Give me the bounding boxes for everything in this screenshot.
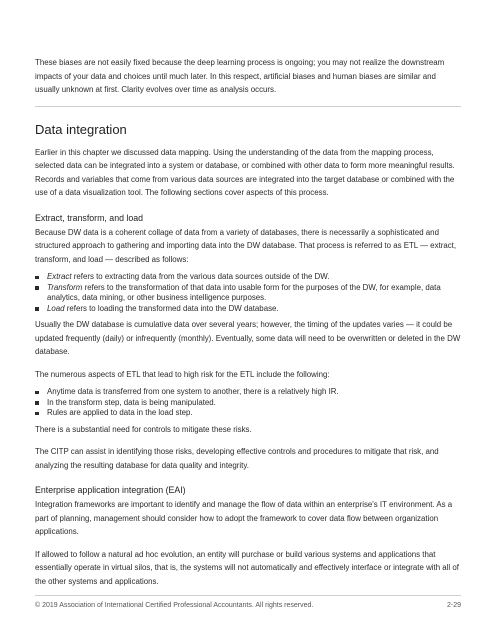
etl-paragraph-5: The CITP can assist in identifying those risks, developing effective controls and procedures to mitigate that risk, and analyzing the resulting database for data quality and integrity.	[35, 447, 439, 470]
etl-paragraph-4: There is a substantial need for controls to mitigate these risks.	[35, 424, 252, 434]
page-footer	[35, 602, 461, 609]
list-item	[35, 272, 461, 283]
step-term: Transform	[47, 282, 83, 292]
eai-heading: Enterprise application integration (EAI)	[35, 485, 186, 495]
list-item	[35, 283, 461, 304]
risk-text: In the transform step, data is being manipulated.	[47, 397, 216, 407]
step-term: Load	[47, 303, 65, 313]
etl-heading: Extract, transform, and load	[35, 212, 144, 223]
step-text: refers to extracting data from the various data sources outside of the DW.	[71, 272, 330, 281]
step-term: Extract	[47, 272, 72, 281]
eai-paragraph-2: If allowed to follow a natural ad hoc evolution, an entity will purchase or build various systems and applications that essentially operate in virtual silos, that is, the systems will not automatically and effectively interface or integrate with all of the other systems and applications.	[35, 549, 459, 586]
intro-paragraph: These biases are not easily fixed because the deep learning process is ongoing; you may not realize the downstream impacts of your data and choices until much later. In this respect, artificial biases and human biases are similar and usually unknown at first. Clarity evolves over time as analysis occurs.	[35, 58, 445, 94]
list-item	[35, 408, 461, 419]
etl-steps-list	[35, 272, 461, 314]
page-content	[35, 56, 461, 588]
list-item	[35, 398, 461, 409]
section-divider	[35, 106, 461, 107]
eai-paragraph-1: Integration frameworks are important to identify and manage the flow of data within an enterprise's IT environment. As a part of planning, management should consider how to adopt the framework to cover data flow between organization applications.	[35, 500, 453, 536]
bullet-icon	[35, 276, 39, 280]
etl-paragraph-3: The numerous aspects of ETL that lead to high risk for the ETL include the following:	[35, 369, 330, 379]
section-paragraph: Earlier in this chapter we discussed data mapping. Using the understanding of the data from the mapping process, selected data can be integrated into a system or database, or combined with other data to form more meaningful results. Records and variables that come from various data sources are integrated into the target database or combined with the use of a data visualization tool. The following sections cover aspects of this process.	[35, 147, 455, 197]
bullet-icon	[35, 307, 39, 311]
footer-divider	[35, 595, 461, 596]
copyright-text: © 2019 Association of International Certified Professional Accountants. All rights reserved.	[35, 602, 314, 609]
step-text: refers to loading the transformed data into the DW database.	[64, 303, 279, 313]
bullet-icon	[35, 391, 39, 395]
bullet-icon	[35, 401, 39, 405]
page-number: 2-29	[446, 602, 461, 609]
risk-text: Anytime data is transferred from one system to another, there is a relatively high IR.	[47, 387, 339, 396]
section-heading: Data integration	[35, 121, 127, 137]
step-text: refers to the transformation of that data into usable form for the purposes of the DW, for example, data analytics, data mining, or other business intelligence purposes.	[47, 282, 441, 302]
list-item	[35, 304, 461, 315]
bullet-icon	[35, 412, 39, 416]
risk-text: Rules are applied to data in the load step.	[47, 408, 193, 417]
bullet-icon	[35, 286, 39, 290]
etl-risks-list	[35, 387, 461, 419]
list-item	[35, 387, 461, 398]
etl-paragraph-1: Because DW data is a coherent collage of data from a variety of databases, there is necessarily a sophisticated and structured approach to gathering and importing data into the DW database. That process is referred to as ETL — extract, transform, and load — described as follows:	[35, 227, 457, 264]
etl-paragraph-2: Usually the DW database is cumulative data over several years; however, the timing of the updates varies — it could be updated frequently (daily) or infrequently (monthly). Eventually, some data will need to be overwritten or deleted in the DW database.	[35, 320, 461, 356]
